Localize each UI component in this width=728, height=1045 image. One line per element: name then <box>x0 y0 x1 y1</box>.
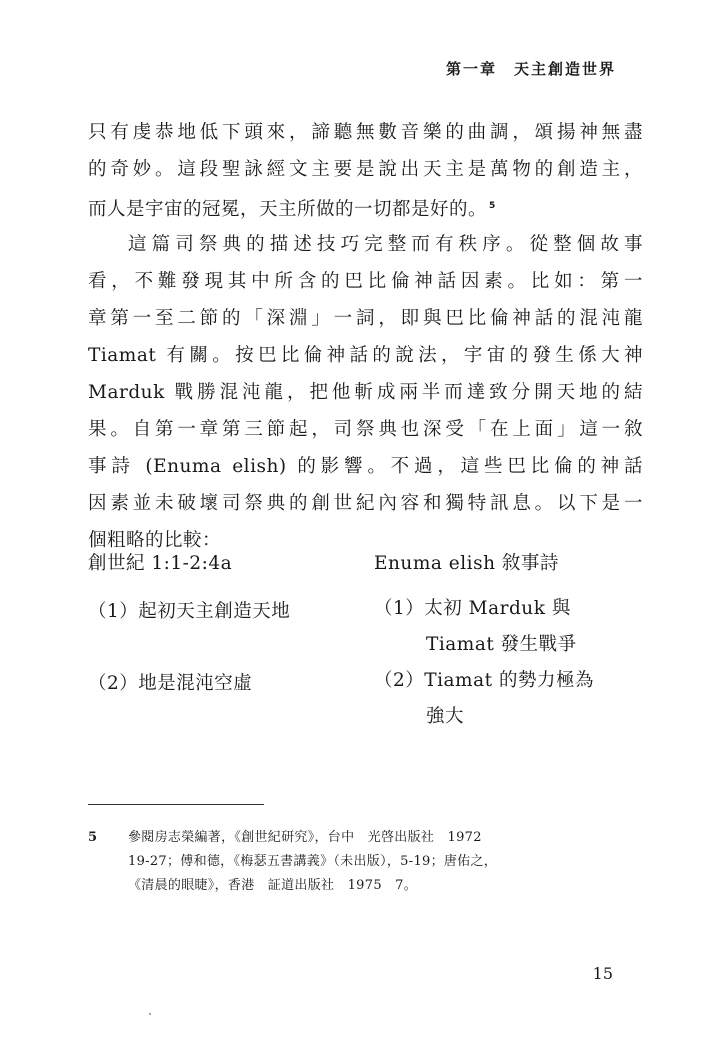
paragraph-line: 果。自第一章第三節起，司祭典也深受「在上面」這一敘 <box>88 419 643 440</box>
paragraph-line: 章第一至二節的「深淵」一詞，即與巴比倫神話的混沌龍 <box>88 308 643 329</box>
page-number: 15 <box>592 964 613 983</box>
scan-speck <box>149 1013 151 1015</box>
paragraph-2 <box>88 226 643 559</box>
enuma-elish-line: Tiamat 發生戰爭 <box>426 634 577 655</box>
paragraph-1 <box>88 114 643 228</box>
enuma-elish-item <box>374 591 577 663</box>
footnote-line: 參閱房志榮編著，《創世紀研究》，台中 光啓出版社 1972 <box>128 830 482 845</box>
paragraph-line: 只有虔恭地低下頭來，諦聽無數音樂的曲調，頌揚神無盡 <box>88 122 643 143</box>
paragraph-line-text: 而人是宇宙的冠冕，天主所做的一切都是好的。 <box>88 199 488 220</box>
enuma-elish-line: （1）太初 Marduk 與 <box>374 598 571 619</box>
footnote-number: 5 <box>88 830 98 845</box>
footnote-line: 《清晨的眼睫》，香港 証道出版社 1975 7。 <box>128 878 418 893</box>
enuma-elish-line: 強大 <box>426 706 465 727</box>
paragraph-line: Tiamat 有關。按巴比倫神話的說法，宇宙的發生係大神 <box>88 345 643 366</box>
footnote-divider <box>88 804 264 805</box>
paragraph-line: 個粗略的比較： <box>88 530 222 551</box>
paragraph-line: 看，不難發現其中所含的巴比倫神話因素。比如：第一 <box>88 271 643 292</box>
genesis-item: （1）起初天主創造天地 <box>88 601 291 622</box>
enuma-elish-item <box>374 663 594 735</box>
footnote-reference: 5 <box>489 201 496 211</box>
genesis-item: （2）地是混沌空虛 <box>88 673 253 694</box>
running-head: 第一章 天主創造世界 <box>445 60 616 78</box>
paragraph-line: 事詩 (Enuma elish) 的影響。不過，這些巴比倫的神話 <box>88 456 643 477</box>
enuma-elish-line: （2）Tiamat 的勢力極為 <box>374 670 594 691</box>
left-column-heading: 創世紀 1:1-2:4a <box>88 553 233 574</box>
paragraph-line: 因素並未破壞司祭典的創世紀內容和獨特訊息。以下是一 <box>88 493 643 514</box>
paragraph-line: 這篇司祭典的描述技巧完整而有秩序。從整個故事 <box>128 234 643 255</box>
paragraph-line: Marduk 戰勝混沌龍，把他斬成兩半而達致分開天地的結 <box>88 382 643 403</box>
right-column-heading: Enuma elish 敘事詩 <box>374 553 559 574</box>
paragraph-line <box>88 188 643 228</box>
footnote-line: 19-27；傅和德，《梅瑟五書講義》（未出版），5-19；唐佑之， <box>128 854 498 869</box>
footnote-text <box>128 826 648 898</box>
paragraph-line: 的奇妙。這段聖詠經文主要是說出天主是萬物的創造主， <box>88 159 643 180</box>
